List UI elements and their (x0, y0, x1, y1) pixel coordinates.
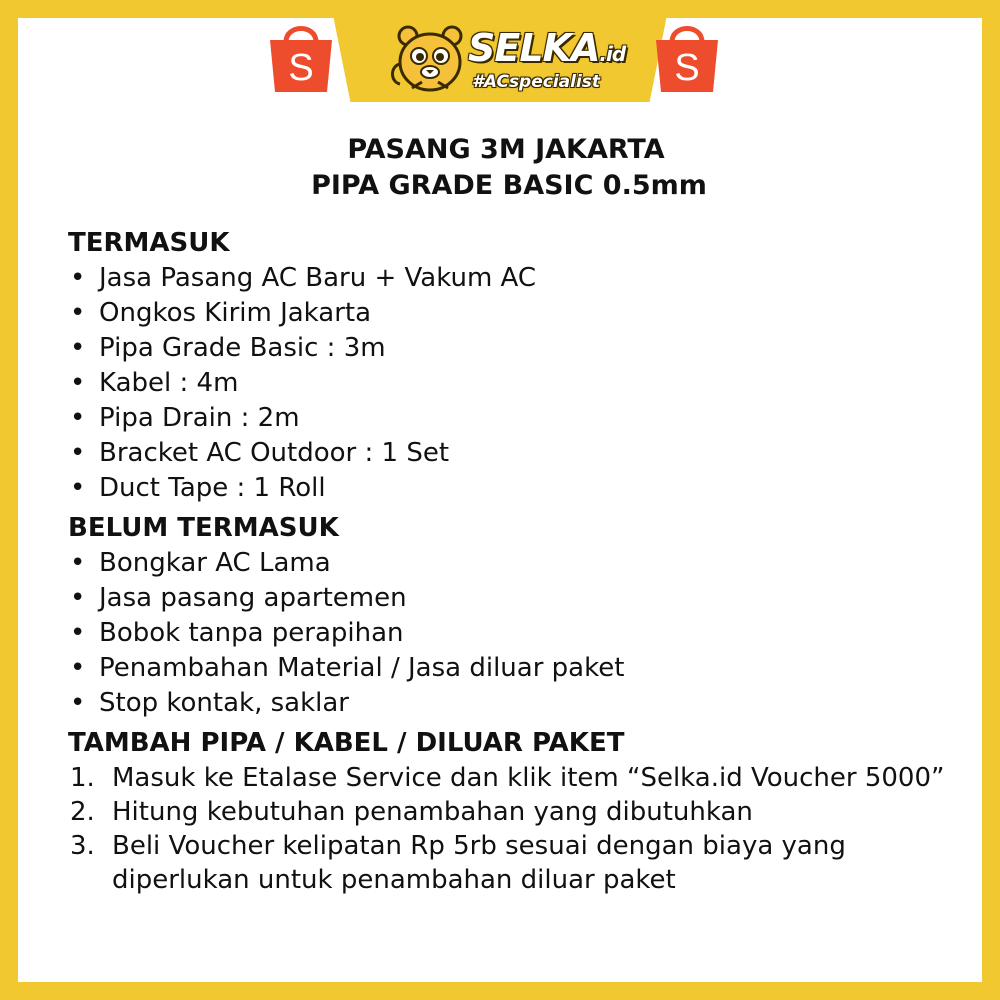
extra-heading: TAMBAH PIPA / KABEL / DILUAR PAKET (68, 728, 625, 758)
page-title: PASANG 3M JAKARTA (347, 134, 665, 165)
mascot-logo-icon (388, 22, 472, 98)
step-text: Masuk ke Etalase Service dan klik item “Selka.id Voucher 5000” (112, 763, 945, 793)
list-item: • Pipa Grade Basic : 3m (68, 331, 948, 366)
list-item: • Jasa pasang apartemen (68, 581, 948, 616)
list-item: • Bongkar AC Lama (68, 546, 948, 581)
excluded-list (68, 546, 948, 721)
brand-suffix: .id (599, 42, 626, 66)
package-details (68, 225, 948, 897)
brand-tagline: #ACspecialist (472, 72, 601, 92)
step-number: 2. (70, 797, 95, 827)
page-subtitle: PIPA GRADE BASIC 0.5mm (311, 170, 707, 201)
step-item (68, 761, 948, 795)
list-item: • Duct Tape : 1 Roll (68, 471, 948, 506)
list-item: • Jasa Pasang AC Baru + Vakum AC (68, 261, 948, 296)
shopping-bag-icon (262, 18, 340, 96)
list-item: • Penambahan Material / Jasa diluar paket (68, 651, 948, 686)
step-text: Hitung kebutuhan penambahan yang dibutuhkan (112, 797, 753, 827)
shopping-bag-icon (648, 18, 726, 96)
extra-steps (68, 761, 948, 897)
brand-wordmark (468, 26, 625, 70)
included-list (68, 261, 948, 506)
step-text: Beli Voucher kelipatan Rp 5rb sesuai dengan biaya yang diperlukan untuk penambahan diluar paket (112, 831, 846, 895)
included-heading: TERMASUK (68, 228, 230, 258)
brand-name: SELKA (468, 26, 600, 70)
list-item: • Bobok tanpa perapihan (68, 616, 948, 651)
shop-icon-letter: S (288, 47, 314, 89)
shop-icon-letter: S (674, 47, 700, 89)
step-item (68, 795, 948, 829)
list-item: • Ongkos Kirim Jakarta (68, 296, 948, 331)
list-item: • Pipa Drain : 2m (68, 401, 948, 436)
list-item: • Kabel : 4m (68, 366, 948, 401)
list-item: • Stop kontak, saklar (68, 686, 948, 721)
list-item: • Bracket AC Outdoor : 1 Set (68, 436, 948, 471)
step-item (68, 829, 948, 897)
step-number: 3. (70, 831, 95, 861)
step-number: 1. (70, 763, 95, 793)
excluded-heading: BELUM TERMASUK (68, 513, 339, 543)
